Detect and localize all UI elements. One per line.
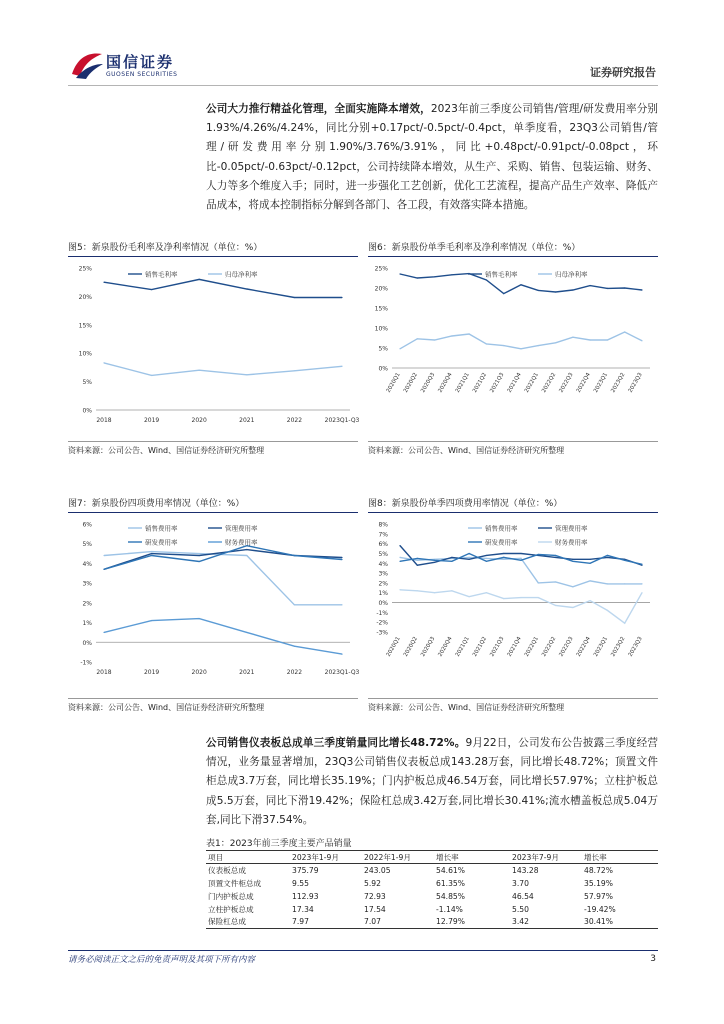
x-tick-label: 2021 [239, 669, 255, 676]
data-point [341, 654, 342, 655]
data-point [607, 288, 608, 289]
data-point [520, 560, 521, 561]
table-row [206, 890, 658, 903]
fig8-top-rule [368, 512, 658, 513]
data-point [486, 558, 487, 559]
legend-label: 销售费用率 [145, 524, 178, 533]
series-line-1 [400, 546, 642, 566]
table-cell: 5.92 [364, 878, 381, 888]
data-point [572, 586, 573, 587]
paragraph-cost-control [206, 100, 658, 215]
x-tick-label: 2021Q1 [454, 636, 471, 658]
data-point [341, 604, 342, 605]
data-point [199, 555, 200, 556]
x-tick-label: 2020 [191, 417, 207, 424]
data-point [417, 558, 418, 559]
x-tick-label: 2022Q1 [523, 636, 541, 658]
legend-label: 研发费用率 [485, 538, 518, 547]
data-point [451, 335, 452, 336]
data-point [590, 580, 591, 581]
x-tick-label: 2023Q1 [593, 372, 610, 394]
x-tick-label: 2022Q3 [558, 636, 575, 658]
y-tick-label: -3% [376, 629, 388, 637]
legend-label: 销售毛利率 [485, 270, 518, 279]
data-point [294, 297, 295, 298]
table-header-row [206, 851, 658, 864]
data-point [486, 561, 487, 562]
table-cell: 112.93 [292, 891, 319, 901]
data-point [417, 338, 418, 339]
table-cell: 61.35% [436, 878, 465, 888]
data-point [624, 287, 625, 288]
table-cell: 54.61% [436, 865, 465, 875]
series-line-1 [400, 332, 642, 349]
table-header-cell: 项目 [208, 852, 224, 862]
data-point [199, 561, 200, 562]
x-tick-label: 2023Q3 [627, 372, 644, 394]
data-point [538, 597, 539, 598]
brand-logo [70, 50, 230, 84]
fig7-source: 资料来源：公司公告、Wind、国信证券经济研究所整理 [68, 703, 265, 712]
y-tick-label: 0% [378, 600, 388, 608]
series-line-3 [400, 590, 642, 623]
table-cell: 门内护板总成 [208, 891, 254, 901]
data-point [538, 554, 539, 555]
y-tick-label: 5% [378, 550, 388, 558]
y-tick-label: 7% [378, 531, 388, 539]
fig5-chart [68, 260, 358, 430]
table-cell: 17.34 [292, 904, 314, 914]
data-point [520, 553, 521, 554]
logo-text-cn: 国信证券 [106, 53, 175, 71]
table-header-cell: 增长率 [584, 852, 607, 862]
data-point [399, 348, 400, 349]
data-point [417, 590, 418, 591]
y-tick-label: 5% [378, 345, 388, 353]
data-point [151, 553, 152, 554]
x-tick-label: 2022Q1 [523, 372, 541, 394]
y-tick-label: 20% [374, 285, 388, 293]
logo-text-en: GUOSEN SECURITIES [106, 71, 178, 78]
x-tick-label: 2022 [286, 417, 303, 424]
x-tick-label: 2018 [96, 417, 112, 424]
data-point [469, 596, 470, 597]
table-cell: 143.28 [512, 865, 539, 875]
x-tick-label: 2020Q1 [385, 636, 402, 658]
legend-label: 研发费用率 [145, 538, 178, 547]
data-point [246, 632, 247, 633]
x-tick-label: 2023Q3 [627, 636, 644, 658]
x-tick-label: 2020Q3 [420, 636, 437, 658]
data-point [451, 561, 452, 562]
data-point [607, 555, 608, 556]
legend-label: 财务费用率 [225, 538, 258, 547]
data-point [503, 559, 504, 560]
page-number: 3 [650, 954, 656, 964]
data-point [555, 291, 556, 292]
data-point [486, 279, 487, 280]
x-tick-label: 2023Q1 [593, 636, 610, 658]
y-tick-label: 15% [374, 305, 388, 313]
x-tick-label: 2021Q2 [472, 372, 489, 394]
fig8-title: 图8：新泉股份单季四项费用率情况（单位：%） [368, 499, 563, 509]
paragraph-body: 2023年前三季度公司销售/管理/研发费用率分别1.93%/4.26%/4.24%，同比分别+0.17pct/-0.5pct/-0.4pct，单季度看，23Q3公司销售/管理/研发费用率分别1.90%/3.76%/3.91%，同比+0.48pct/-0.91pct/-0.08pct，环比-0.05pct/-0.63pct/-0.12pct，公司持续降本增效，从生产、采购、销售、包装运输、财务、人力等多个维度入手；同时，进一步强化工艺创新，优化工艺流程，提高产品生产效率、降低产品成本，将成本控制指标分解到各部门、各工段，有效落实降本措施。 [206, 103, 659, 212]
table-cell: 立柱护板总成 [208, 904, 254, 914]
legend-label: 归母净利率 [225, 270, 258, 279]
data-point [607, 583, 608, 584]
table-cell: 3.42 [512, 917, 529, 927]
table-cell: 72.93 [364, 891, 386, 901]
data-point [486, 555, 487, 556]
y-tick-label: 20% [78, 293, 92, 301]
x-tick-label: 2020Q2 [402, 636, 420, 658]
table-row [206, 877, 658, 890]
data-point [607, 339, 608, 340]
data-point [503, 345, 504, 346]
table-cell: 46.54 [512, 891, 534, 901]
report-type: 证券研究报告 [590, 66, 656, 79]
y-tick-label: 6% [378, 541, 388, 549]
table-cell: 243.05 [364, 865, 391, 875]
y-tick-label: 0% [378, 365, 388, 373]
x-tick-label: 2023Q1-Q3 [324, 417, 360, 424]
data-point [434, 339, 435, 340]
y-tick-label: -2% [376, 619, 388, 627]
data-point [641, 592, 642, 593]
x-tick-label: 2020Q2 [402, 372, 420, 394]
series-line-0 [400, 274, 642, 294]
data-point [199, 618, 200, 619]
data-point [246, 549, 247, 550]
y-tick-label: 3% [378, 570, 388, 578]
data-point [341, 557, 342, 558]
x-tick-label: 2021Q4 [506, 372, 523, 394]
x-tick-label: 2022Q2 [541, 372, 558, 394]
data-point [555, 605, 556, 606]
disclaimer-text: 请务必阅读正文之后的免责声明及其项下所有内容 [68, 955, 256, 965]
data-point [590, 339, 591, 340]
table-row [206, 903, 658, 916]
data-point [590, 563, 591, 564]
table-cell: 35.19% [584, 878, 613, 888]
legend-label: 财务费用率 [555, 538, 588, 547]
x-tick-label: 2022Q3 [558, 372, 575, 394]
table-cell: 7.97 [292, 917, 309, 927]
fig8-bottom-rule [368, 698, 658, 699]
table-header-cell: 2023年1-9月 [292, 852, 339, 862]
data-point [572, 289, 573, 290]
data-point [294, 646, 295, 647]
x-tick-label: 2021 [239, 417, 255, 424]
x-tick-label: 2023Q2 [610, 636, 627, 658]
fig6-title: 图6：新泉股份单季毛利率及净利率情况（单位：%） [368, 243, 581, 253]
fig6-chart [368, 260, 658, 430]
y-tick-label: 1% [378, 590, 388, 598]
fig5-title: 图5：新泉股份毛利率及净利率情况（单位：%） [68, 243, 263, 253]
x-tick-label: 2021Q4 [506, 636, 523, 658]
data-point [199, 553, 200, 554]
table-cell: 仪表板总成 [208, 865, 246, 875]
fig6-source: 资料来源：公司公告、Wind、国信证券经济研究所整理 [368, 446, 565, 455]
table-title: 表1：2023年前三季度主要产品销量 [206, 839, 352, 849]
data-point [572, 559, 573, 560]
data-point [572, 337, 573, 338]
legend-label: 归母净利率 [555, 270, 588, 279]
y-tick-label: 4% [82, 560, 92, 568]
x-tick-label: 2020Q1 [385, 372, 402, 394]
fig5-top-rule [68, 256, 358, 257]
x-tick-label: 2021Q1 [454, 372, 471, 394]
data-point [555, 342, 556, 343]
table-header-cell: 2022年1-9月 [364, 852, 411, 862]
y-tick-label: 25% [78, 265, 92, 273]
data-point [103, 632, 104, 633]
y-tick-label: 25% [374, 265, 388, 273]
table-cell: 48.72% [584, 865, 613, 875]
fig5-source: 资料来源：公司公告、Wind、国信证券经济研究所整理 [68, 446, 265, 455]
x-tick-label: 2019 [143, 417, 160, 424]
data-point [469, 553, 470, 554]
data-point [341, 297, 342, 298]
table-cell: 12.79% [436, 917, 465, 927]
data-point [641, 564, 642, 565]
table-cell: 顶置文件柜总成 [208, 878, 262, 888]
series-line-3 [104, 619, 342, 655]
table-cell: -1.14% [436, 904, 463, 914]
fig5-bottom-rule [68, 441, 358, 442]
data-point [555, 555, 556, 556]
fig6-bottom-rule [368, 441, 658, 442]
x-tick-label: 2019 [143, 669, 160, 676]
table-cell: 54.85% [436, 891, 465, 901]
data-point [503, 293, 504, 294]
y-tick-label: 5% [82, 379, 92, 387]
x-tick-label: 2023Q1-Q3 [324, 669, 360, 676]
legend-label: 销售费用率 [485, 524, 518, 533]
data-point [246, 374, 247, 375]
fig7-top-rule [68, 512, 358, 513]
y-tick-label: 5% [82, 541, 92, 549]
x-tick-label: 2022Q4 [575, 372, 592, 394]
y-tick-label: 10% [78, 350, 92, 358]
x-tick-label: 2021Q2 [472, 636, 489, 658]
table-cell: 30.41% [584, 917, 613, 927]
data-point [151, 551, 152, 552]
x-tick-label: 2021Q3 [489, 372, 506, 394]
data-point [624, 560, 625, 561]
table-header-cell: 2023年7-9月 [512, 852, 559, 862]
paragraph-lead: 公司大力推行精益化管理，全面实施降本增效， [206, 103, 431, 115]
data-point [434, 560, 435, 561]
y-tick-label: 2% [378, 580, 388, 588]
y-tick-label: -1% [376, 609, 388, 617]
data-point [103, 362, 104, 363]
data-point [486, 343, 487, 344]
data-point [199, 370, 200, 371]
x-tick-label: 2023Q2 [610, 372, 627, 394]
x-tick-label: 2022Q4 [575, 636, 592, 658]
header-divider [68, 85, 658, 86]
y-tick-label: 8% [378, 521, 388, 529]
data-point [469, 559, 470, 560]
data-point [434, 276, 435, 277]
paragraph-sales-volume [206, 734, 658, 830]
table-cell: 375.79 [292, 865, 319, 875]
data-point [607, 610, 608, 611]
data-point [399, 557, 400, 558]
y-tick-label: 0% [82, 639, 92, 647]
table-cell: 3.70 [512, 878, 529, 888]
data-point [590, 559, 591, 560]
series-line-1 [104, 363, 342, 376]
data-point [246, 555, 247, 556]
data-point [246, 288, 247, 289]
y-tick-label: 3% [82, 580, 92, 588]
logo-mark-icon [70, 50, 104, 80]
data-point [417, 565, 418, 566]
data-point [520, 597, 521, 598]
x-tick-label: 2020Q4 [437, 636, 454, 658]
data-point [590, 285, 591, 286]
x-tick-label: 2018 [96, 669, 112, 676]
data-point [399, 561, 400, 562]
fig6-top-rule [368, 256, 658, 257]
data-point [555, 557, 556, 558]
data-point [503, 553, 504, 554]
data-point [538, 345, 539, 346]
data-point [503, 557, 504, 558]
y-tick-label: 10% [374, 325, 388, 333]
product-sales-table [206, 850, 658, 929]
data-point [624, 583, 625, 584]
table-header-cell: 增长率 [436, 852, 459, 862]
fig7-chart [68, 516, 358, 696]
footer-divider [68, 950, 658, 951]
y-tick-label: 2% [82, 600, 92, 608]
data-point [341, 366, 342, 367]
data-point [503, 598, 504, 599]
legend-label: 管理费用率 [555, 524, 588, 533]
data-point [607, 557, 608, 558]
data-point [520, 284, 521, 285]
y-tick-label: -1% [80, 659, 92, 667]
data-point [399, 273, 400, 274]
fig7-bottom-rule [68, 698, 358, 699]
y-tick-label: 15% [78, 322, 92, 330]
table-cell: -19.42% [584, 904, 616, 914]
data-point [434, 592, 435, 593]
data-point [590, 600, 591, 601]
y-tick-label: 4% [378, 560, 388, 568]
y-tick-label: 0% [82, 407, 92, 415]
x-tick-label: 2022Q2 [541, 636, 558, 658]
data-point [151, 289, 152, 290]
data-point [103, 555, 104, 556]
data-point [469, 333, 470, 334]
paragraph-lead: 公司销售仪表板总成单三季度销量同比增长48.72%。 [206, 737, 466, 749]
table-cell: 5.50 [512, 904, 529, 914]
table-cell: 9.55 [292, 878, 309, 888]
data-point [538, 290, 539, 291]
data-point [572, 607, 573, 608]
table-row [206, 916, 658, 929]
legend-label: 管理费用率 [225, 524, 258, 533]
data-point [417, 560, 418, 561]
data-point [151, 620, 152, 621]
data-point [151, 375, 152, 376]
legend-label: 销售毛利率 [145, 270, 178, 279]
fig8-source: 资料来源：公司公告、Wind、国信证券经济研究所整理 [368, 703, 565, 712]
table-row [206, 864, 658, 877]
data-point [538, 582, 539, 583]
data-point [520, 348, 521, 349]
data-point [641, 340, 642, 341]
paragraph-body: 9月22日，公司发布公告披露三季度经营情况，业务量显著增加，23Q3公司销售仪表板总成143.28万套，同比增长48.72%；顶置文件柜总成3.7万套，同比增长35.19%；门内护板总成46.54万套，同比增长57.97%；立柱护板总成5.5万套，同比下滑19.42%；保险杠总成3.42万套,同比增长30.41%;流水槽盖板总成5.04万套,同比下滑37.54%。 [206, 737, 658, 826]
fig7-title: 图7：新泉股份四项费用率情况（单位：%） [68, 499, 245, 509]
data-point [624, 331, 625, 332]
y-tick-label: 6% [82, 521, 92, 529]
fig8-chart [368, 516, 658, 696]
x-tick-label: 2022 [286, 669, 303, 676]
x-tick-label: 2020 [191, 669, 207, 676]
table-cell: 7.07 [364, 917, 381, 927]
y-tick-label: 1% [82, 620, 92, 628]
data-point [294, 555, 295, 556]
data-point [641, 289, 642, 290]
x-tick-label: 2020Q3 [420, 372, 437, 394]
data-point [199, 279, 200, 280]
data-point [624, 623, 625, 624]
data-point [451, 557, 452, 558]
table-cell: 17.54 [364, 904, 386, 914]
data-point [399, 589, 400, 590]
table-cell: 57.97% [584, 891, 613, 901]
data-point [103, 569, 104, 570]
data-point [555, 581, 556, 582]
data-point [341, 559, 342, 560]
data-point [434, 562, 435, 563]
data-point [486, 592, 487, 593]
data-point [294, 604, 295, 605]
series-line-0 [104, 279, 342, 297]
table-cell: 保险杠总成 [208, 917, 246, 927]
data-point [451, 274, 452, 275]
x-tick-label: 2020Q4 [437, 372, 454, 394]
x-tick-label: 2021Q3 [489, 636, 506, 658]
data-point [417, 277, 418, 278]
data-point [641, 583, 642, 584]
data-point [399, 545, 400, 546]
data-point [451, 590, 452, 591]
data-point [572, 561, 573, 562]
data-point [151, 555, 152, 556]
data-point [520, 558, 521, 559]
data-point [294, 370, 295, 371]
data-point [103, 282, 104, 283]
data-point [469, 557, 470, 558]
